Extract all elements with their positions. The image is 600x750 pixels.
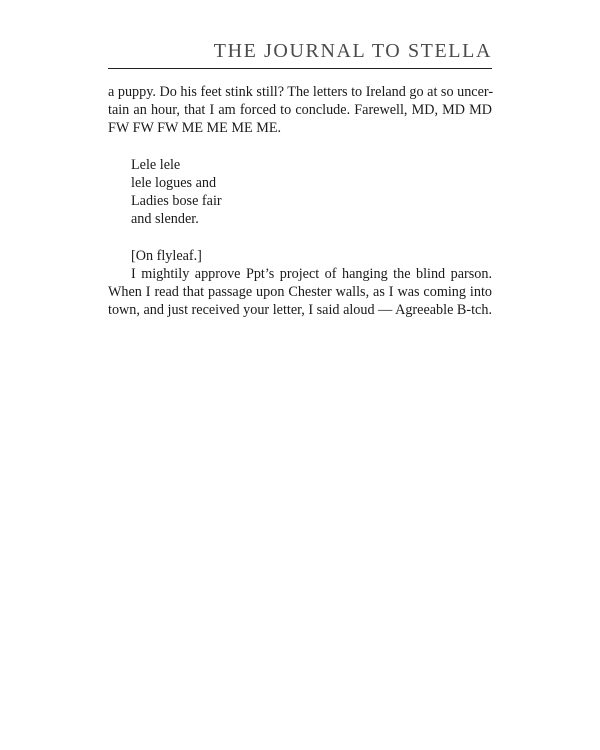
header-rule — [108, 68, 492, 69]
text-line: I mightily approve Ppt’s project of hanging the blind parson. — [131, 265, 492, 282]
verse-line: and slender. — [131, 211, 199, 228]
text-line: When I read that passage upon Chester walls, as I was coming into — [108, 284, 492, 301]
text-line: FW FW FW ME ME ME ME. — [108, 120, 282, 137]
postscript-paragraph — [108, 247, 492, 320]
verse-stanza — [108, 156, 492, 229]
text-line: town, and just received your letter, I said aloud — Agreeable B-tch. — [108, 302, 492, 319]
verse-line: Lele lele — [131, 156, 181, 173]
verse-line: Ladies bose fair — [131, 193, 222, 210]
running-head: THE JOURNAL TO STELLA — [213, 40, 492, 62]
page-body — [108, 83, 492, 319]
text-line: a puppy. Do his feet stink still? The letters to Ireland go at so uncer- — [108, 84, 494, 100]
paragraph-gap — [108, 229, 492, 247]
flyleaf-note: [On flyleaf.] — [131, 247, 202, 264]
text-line: tain an hour, that I am forced to conclude. Farewell, MD, MD MD — [108, 102, 492, 119]
letter-closing-paragraph — [108, 83, 492, 138]
paragraph-gap — [108, 138, 492, 156]
verse-line: lele logues and — [131, 174, 217, 191]
